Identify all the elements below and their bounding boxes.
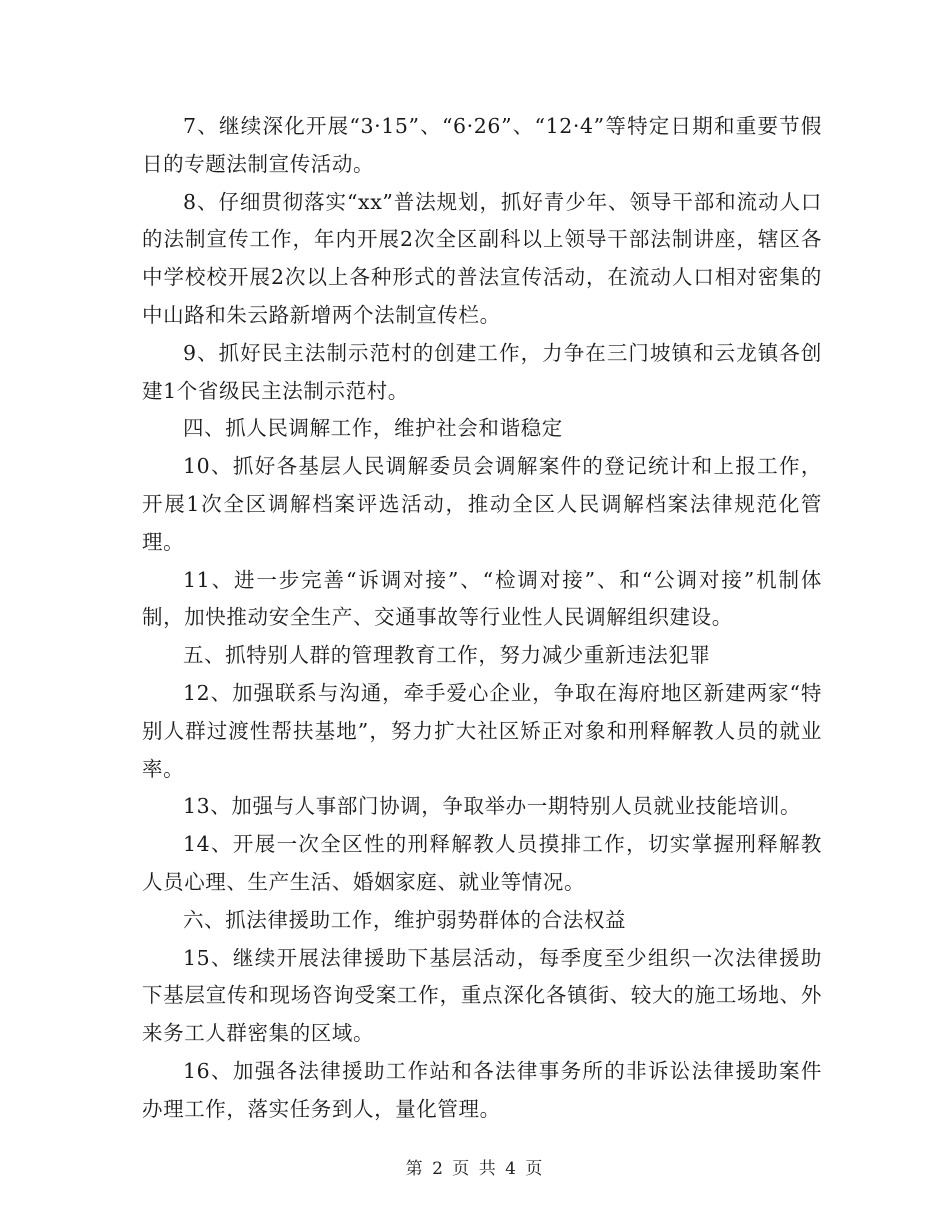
section-heading-5: 五、抓特别人群的管理教育工作，努力减少重新违法犯罪 xyxy=(183,643,711,668)
paragraph-10: 10、抓好各基层人民调解委员会调解案件的登记统计和上报工作，开展1次全区调解档案评选活动，推动全区人民调解档案法律规范化管理。 xyxy=(142,454,822,554)
section-heading-6: 六、抓法律援助工作，维护弱势群体的合法权益 xyxy=(183,907,627,932)
paragraph-13: 13、加强与人事部门协调，争取举办一期特别人员就业技能培训。 xyxy=(183,794,802,819)
paragraph-16: 16、加强各法律援助工作站和各法律事务所的非诉讼法律援助案件办理工作，落实任务到人，量化管理。 xyxy=(142,1058,822,1121)
document-body xyxy=(142,108,822,1129)
paragraph-15: 15、继续开展法律援助下基层活动，每季度至少组织一次法律援助下基层宣传和现场咨询受案工作，重点深化各镇街、较大的施工场地、外来务工人群密集的区域。 xyxy=(142,945,822,1046)
paragraph-9: 9、抓好民主法制示范村的创建工作，力争在三门坡镇和云龙镇各创建1个省级民主法制示范村。 xyxy=(142,340,822,403)
paragraph-11: 11、进一步完善“诉调对接”、“检调对接”、和“公调对接”机制体制，加快推动安全生产、交通事故等行业性人民调解组织建设。 xyxy=(142,567,822,630)
section-heading-4: 四、抓人民调解工作，维护社会和谐稳定 xyxy=(183,416,563,441)
paragraph-12: 12、加强联系与沟通，牵手爱心企业，争取在海府地区新建两家“特别人群过渡性帮扶基地”，努力扩大社区矫正对象和刑释解教人员的就业率。 xyxy=(142,680,822,781)
paragraph-14: 14、开展一次全区性的刑释解教人员摸排工作，切实掌握刑释解教人员心理、生产生活、婚姻家庭、就业等情况。 xyxy=(142,832,822,894)
paragraph-7: 7、继续深化开展“3·15”、“6·26”、“12·4”等特定日期和重要节假日的专题法制宣传活动。 xyxy=(142,114,822,176)
paragraph-8: 8、仔细贯彻落实“xx”普法规划，抓好青少年、领导干部和流动人口的法制宣传工作，年内开展2次全区副科以上领导干部法制讲座，辖区各中学校校开展2次以上各种形式的普法宣传活动，在流动人口相对密集的中山路和朱云路新增两个法制宣传栏。 xyxy=(142,189,822,327)
page-number-footer: 第 2 页 共 4 页 xyxy=(405,1159,545,1179)
